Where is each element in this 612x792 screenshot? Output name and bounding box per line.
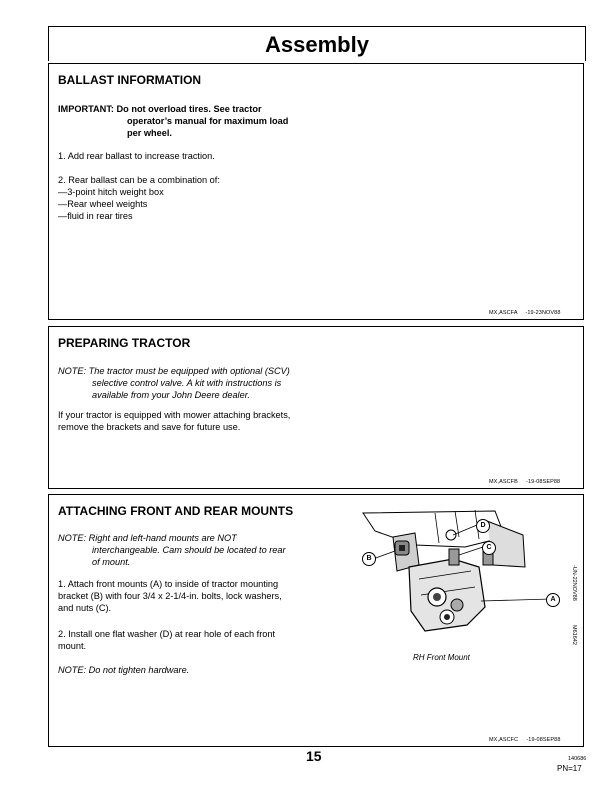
mounts-heading: ATTACHING FRONT AND REAR MOUNTS [58,504,294,518]
figure-caption: RH Front Mount [413,653,470,662]
mounts-step-2-line-1: 2. Install one flat washer (D) at rear hole of each front [58,629,276,639]
preparing-ref: MX,ASCFB -19-08SEP88 [489,479,561,485]
ballast-item: —3-point hitch weight box [58,187,164,197]
preparing-note [58,365,290,401]
pn-label: PN=17 [557,764,582,773]
mounts-note-line-2: interchangeable. Cam should be located to rear [92,545,286,555]
rh-front-mount-illustration [355,507,561,643]
mounts-note-line-1: NOTE: Right and left-hand mounts are NOT [58,533,237,543]
ballast-heading: BALLAST INFORMATION [58,73,202,87]
page-code: 140686 [568,756,587,762]
mounts-step-2 [58,628,275,652]
important-label: IMPORTANT: [58,104,114,114]
ballast-item: —Rear wheel weights [58,199,148,209]
mounts-ref: MX,ASCFC -19-08SEP88 [489,737,561,743]
mounts-step-1-line-1: 1. Attach front mounts (A) to inside of tractor mounting [58,579,279,589]
figure-id: M61642 [571,625,577,645]
preparing-note-line-2: selective control valve. A kit with instructions is [92,378,282,388]
ballast-ref: MX,ASCFA -19-23NOV88 [489,310,561,316]
preparing-section [48,326,584,489]
mounts-step-1 [58,578,282,614]
callout-a: A [546,593,560,607]
mounts-section [48,494,584,747]
figure-date: -UN-22NOV88 [571,565,577,601]
ballast-step-1: 1. Add rear ballast to increase traction. [58,151,215,161]
mounts-step-2-line-2: mount. [58,641,87,651]
mounts-step-1-line-2: bracket (B) with four 3/4 x 2-1/4-in. bolts, lock washers, [58,591,282,601]
preparing-note-line-1: NOTE: The tractor must be equipped with optional (SCV) [58,366,290,376]
important-line-1: Do not overload tires. See tractor [116,104,262,114]
mounts-note-line-3: of mount. [92,557,131,567]
mounts-note [58,532,286,568]
ballast-step-2: 2. Rear ballast can be a combination of: [58,175,220,185]
ballast-step-2-block [58,174,220,222]
preparing-body [58,409,290,433]
preparing-heading: PREPARING TRACTOR [58,336,191,350]
mounts-step-1-line-3: and nuts (C). [58,603,112,613]
ballast-item: —fluid in rear tires [58,211,133,221]
callout-c: C [482,541,496,555]
important-line-2: operator’s manual for maximum load [127,116,289,126]
preparing-note-line-3: available from your John Deere dealer. [92,390,250,400]
callout-b: B [362,552,376,566]
ballast-section [48,63,584,320]
page-number: 15 [306,748,322,764]
callout-d: D [476,519,490,533]
preparing-body-line-1: If your tractor is equipped with mower attaching brackets, [58,410,291,420]
important-block [58,103,288,139]
page-title: Assembly [48,26,586,61]
preparing-body-line-2: remove the brackets and save for future use. [58,422,241,432]
mounts-note-2: NOTE: Do not tighten hardware. [58,665,190,675]
important-line-3: per wheel. [127,128,172,138]
